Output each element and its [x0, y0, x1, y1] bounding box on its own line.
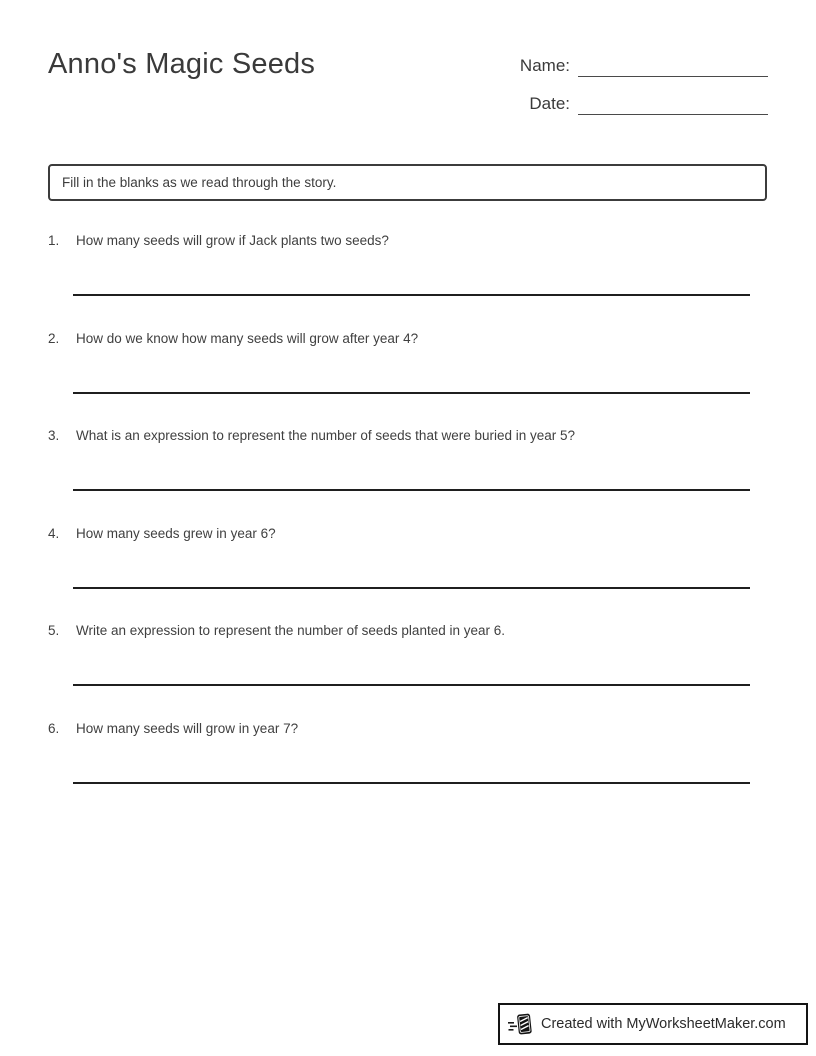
- question-item: [48, 622, 768, 720]
- question-text-row: [48, 622, 768, 640]
- answer-blank-line: [73, 684, 750, 686]
- name-label: Name:: [519, 56, 570, 75]
- question-text-row: [48, 232, 768, 250]
- question-item: [48, 427, 768, 525]
- worksheet-maker-logo-icon: [508, 1010, 534, 1038]
- question-text-row: [48, 330, 768, 348]
- question-text: How many seeds will grow if Jack plants two seeds?: [76, 233, 389, 248]
- question-item: [48, 330, 768, 428]
- question-text: How many seeds will grow in year 7?: [76, 720, 299, 736]
- question-number: 3.: [48, 428, 60, 443]
- question-item: [48, 525, 768, 623]
- question-text: What is an expression to represent the number of seeds that were buried in year 5?: [76, 428, 576, 443]
- question-item: [48, 720, 768, 818]
- credit-badge: [498, 1003, 808, 1045]
- answer-blank-line: [73, 489, 750, 491]
- header-fields: [480, 50, 768, 126]
- question-number: 4.: [48, 525, 60, 541]
- answer-blank-line: [73, 294, 750, 296]
- name-field-row: [480, 50, 768, 77]
- question-number: 2.: [48, 330, 60, 346]
- instructions-box: [48, 164, 767, 201]
- question-text-row: [48, 525, 768, 543]
- question-number: 1.: [48, 233, 60, 248]
- date-field-row: [480, 88, 768, 115]
- question-item: [48, 232, 768, 330]
- name-blank-line: [578, 55, 768, 77]
- question-text: Write an expression to represent the number of seeds planted in year 6.: [76, 623, 505, 638]
- credit-text: Created with MyWorksheetMaker.com: [541, 1016, 786, 1032]
- question-text: How do we know how many seeds will grow after year 4?: [76, 330, 419, 346]
- answer-blank-line: [73, 587, 750, 589]
- page-title: Anno's Magic Seeds: [48, 48, 316, 80]
- question-text-row: [48, 720, 768, 738]
- answer-blank-line: [73, 782, 750, 784]
- answer-blank-line: [73, 392, 750, 394]
- date-label: Date:: [529, 94, 570, 113]
- question-list: [48, 232, 768, 817]
- question-text: How many seeds grew in year 6?: [76, 525, 276, 541]
- instructions-text: Fill in the blanks as we read through the story.: [62, 175, 337, 190]
- question-number: 6.: [48, 720, 60, 736]
- question-number: 5.: [48, 623, 60, 638]
- question-text-row: [48, 427, 768, 445]
- date-blank-line: [578, 93, 768, 115]
